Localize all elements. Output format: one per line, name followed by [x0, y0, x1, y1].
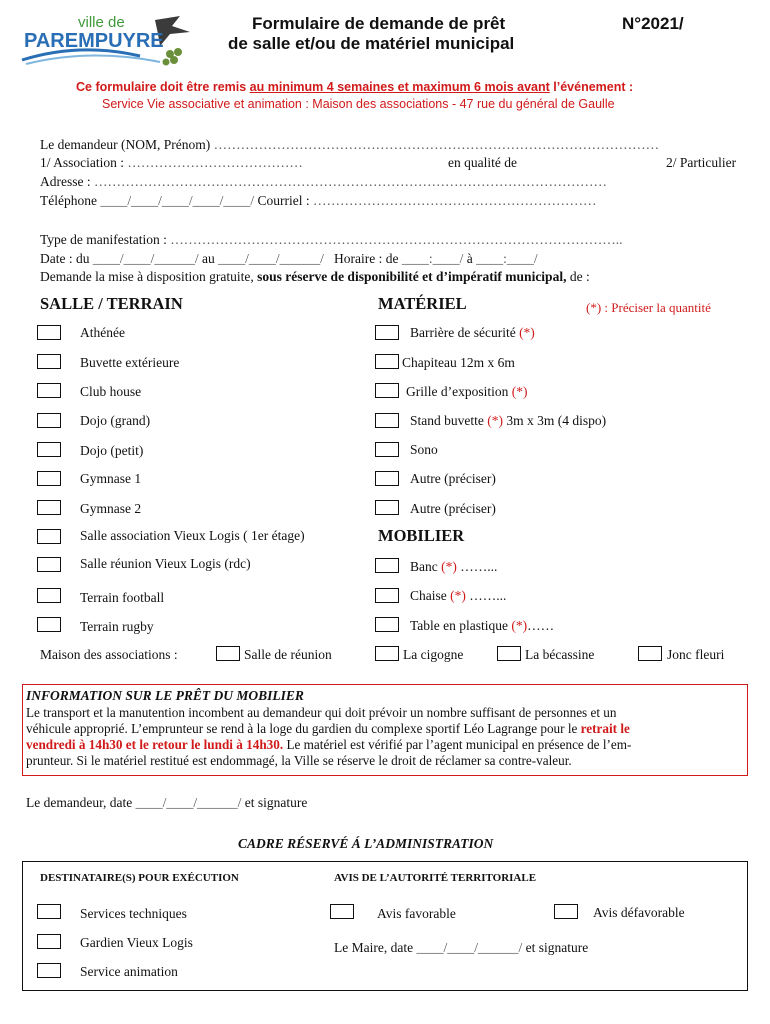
form-title-line2: de salle et/ou de matériel municipal [228, 34, 515, 53]
checkbox-salle-gymnase-2[interactable] [37, 500, 61, 515]
checkbox-salle-club-house[interactable] [37, 383, 61, 398]
event-date-row: Date : du ____/____/______/ au ____/____/______/ Horaire : de ____:____/ à ____:____/ [40, 251, 538, 266]
checkbox-mobilier-banc[interactable] [375, 558, 399, 573]
phone-mask: ____/____/____/____/____/ [100, 193, 255, 208]
notice-post: l’événement : [549, 80, 634, 94]
checkbox-salle-vieux-logis-etage[interactable] [37, 529, 61, 544]
label-materiel-stand-buvette: Stand buvette (*) 3m x 3m (4 dispo) [410, 413, 607, 428]
checkbox-maison-becassine[interactable] [497, 646, 521, 661]
mobilier-title: MOBILIER [378, 526, 465, 545]
checkbox-materiel-sono[interactable] [375, 442, 399, 457]
checkbox-materiel-autre-1[interactable] [375, 471, 399, 486]
checkbox-materiel-autre-2[interactable] [375, 500, 399, 515]
signature-date-mask: ____/____/______/ [135, 795, 242, 810]
info-line4: prunteur. Si le matériel restitué est endommagé, la Ville se réserve le droit de réclamer sa contre-valeur. [26, 753, 572, 768]
label-maison-becassine: La bécassine [525, 647, 595, 662]
address-row: Adresse : …………………………………………………………………………………………………… [40, 174, 607, 189]
label-materiel-chapiteau: Chapiteau 12m x 6m [402, 355, 515, 370]
checkbox-salle-gymnase-1[interactable] [37, 471, 61, 486]
info-line2: véhicule approprié. L’emprunteur se rend à la loge du gardien du complexe sportif Léo Lagrange pour le retrait le [26, 721, 630, 736]
signature-row [26, 795, 307, 811]
signature-post: et signature [244, 795, 308, 810]
mayor-post: et signature [525, 940, 589, 955]
phone-row: Téléphone ____/____/____/____/____/ Courriel : ……………………………………………………… [40, 193, 597, 208]
admin-title: CADRE RÉSERVÉ Á L’ADMINISTRATION [238, 836, 494, 851]
checkbox-materiel-grille[interactable] [375, 383, 399, 398]
checkbox-salle-vieux-logis-rdc[interactable] [37, 557, 61, 572]
label-materiel-grille: Grille d’exposition (*) [406, 384, 528, 399]
label-maison-cigogne: La cigogne [403, 647, 464, 662]
applicant-name-row: Le demandeur (NOM, Prénom) ……………………………………………………………………………………… [40, 137, 660, 152]
maison-label: Maison des associations : [40, 647, 178, 662]
signature-label: Le demandeur, date [26, 795, 133, 810]
info-line3: vendredi à 14h30 et le retour le lundi à 14h30. Le matériel est vérifié par l’agent municipal en présence de l’em- [26, 737, 632, 752]
checkbox-salle-dojo-grand[interactable] [37, 413, 61, 428]
checkbox-salle-terrain-football[interactable] [37, 588, 61, 603]
salle-title: SALLE / TERRAIN [40, 294, 183, 313]
email-label: Courriel : [257, 193, 310, 208]
checkbox-salle-athenee[interactable] [37, 325, 61, 340]
form-number: N°2021/ [622, 14, 684, 33]
label-materiel-autre-1: Autre (préciser) [410, 471, 496, 486]
checkbox-materiel-stand-buvette[interactable] [375, 413, 399, 428]
checkbox-mobilier-table[interactable] [375, 617, 399, 632]
opinion-header: AVIS DE L’AUTORITÉ TERRITORIALE [334, 872, 537, 884]
label-salle-club-house: Club house [80, 384, 142, 399]
label-recipient-gardien: Gardien Vieux Logis [80, 935, 193, 950]
mayor-label: Le Maire, date [334, 940, 414, 955]
label-mobilier-banc: Banc (*) ……... [410, 559, 498, 574]
label-materiel-sono: Sono [410, 442, 438, 457]
info-title: INFORMATION SUR LE PRÊT DU MOBILIER [26, 688, 304, 703]
phone-label: Téléphone [40, 193, 97, 208]
checkbox-materiel-chapiteau[interactable] [375, 354, 399, 369]
label-salle-gymnase-1: Gymnase 1 [80, 471, 142, 486]
association-label: 1/ Association : ………………………………… [40, 155, 303, 170]
mayor-row [334, 940, 588, 956]
event-type-row: Type de manifestation : ……………………………………………………………………………………….. [40, 232, 623, 247]
info-line1: Le transport et la manutention incombent au demandeur qui doit prévoir un nombre suffisant de personnes et un [26, 705, 617, 720]
checkbox-recipient-gardien[interactable] [37, 934, 61, 949]
label-avis-defavorable: Avis défavorable [593, 905, 685, 920]
logo [20, 12, 200, 68]
checkbox-mobilier-chaise[interactable] [375, 588, 399, 603]
logo-town-prefix: ville de [78, 14, 125, 31]
checkbox-maison-salle-reunion[interactable] [216, 646, 240, 661]
notice-deadline: au minimum 4 semaines et maximum 6 mois avant [249, 80, 550, 94]
label-mobilier-chaise: Chaise (*) ……... [410, 588, 507, 603]
checkbox-recipient-services-techniques[interactable] [37, 904, 61, 919]
quality-label: en qualité de [448, 155, 517, 170]
label-avis-favorable: Avis favorable [377, 906, 456, 921]
label-salle-vieux-logis-etage: Salle association Vieux Logis ( 1er étage) [80, 528, 305, 543]
label-salle-dojo-petit: Dojo (petit) [80, 443, 144, 458]
label-salle-athenee: Athénée [80, 325, 125, 340]
label-maison-jonc-fleuri: Jonc fleuri [667, 647, 725, 662]
recipients-header: DESTINATAIRE(S) POUR EXÉCUTION [40, 872, 239, 884]
label-salle-gymnase-2: Gymnase 2 [80, 501, 142, 516]
checkbox-avis-defavorable[interactable] [554, 904, 578, 919]
label-mobilier-table: Table en plastique (*)…… [410, 618, 555, 633]
request-row: Demande la mise à disposition gratuite, sous réserve de disponibilité et d’impératif municipal, de : [40, 269, 590, 284]
form-title-line1: Formulaire de demande de prêt [252, 14, 506, 33]
applicant-name-label: Le demandeur (NOM, Prénom) [40, 137, 211, 152]
checkbox-avis-favorable[interactable] [330, 904, 354, 919]
label-maison-salle-reunion: Salle de réunion [244, 647, 332, 662]
label-salle-terrain-rugby: Terrain rugby [80, 619, 154, 634]
checkbox-materiel-barriere[interactable] [375, 325, 399, 340]
checkbox-maison-jonc-fleuri[interactable] [638, 646, 662, 661]
materiel-title: MATÉRIEL [378, 294, 467, 313]
logo-town-name: PAREMPUYRE [24, 30, 164, 52]
label-materiel-autre-2: Autre (préciser) [410, 501, 496, 516]
individual-label: 2/ Particulier [666, 155, 737, 170]
label-salle-terrain-football: Terrain football [80, 590, 165, 605]
label-materiel-barriere: Barrière de sécurité (*) [410, 325, 535, 340]
mayor-date-mask: ____/____/______/ [416, 940, 523, 955]
notice-pre: Ce formulaire doit être remis [76, 80, 250, 94]
label-salle-vieux-logis-rdc: Salle réunion Vieux Logis (rdc) [80, 556, 251, 571]
notice-line1 [76, 80, 633, 94]
checkbox-salle-terrain-rugby[interactable] [37, 617, 61, 632]
label-recipient-service-animation: Service animation [80, 964, 178, 979]
checkbox-salle-buvette[interactable] [37, 354, 61, 369]
checkbox-recipient-service-animation[interactable] [37, 963, 61, 978]
label-recipient-services-techniques: Services techniques [80, 906, 187, 921]
checkbox-maison-cigogne[interactable] [375, 646, 399, 661]
notice-line2: Service Vie associative et animation : Maison des associations - 47 rue du général de Gaulle [102, 97, 615, 111]
checkbox-salle-dojo-petit[interactable] [37, 442, 61, 457]
quantity-note: (*) : Préciser la quantité [586, 300, 711, 315]
label-salle-dojo-grand: Dojo (grand) [80, 413, 151, 428]
label-salle-buvette: Buvette extérieure [80, 355, 180, 370]
